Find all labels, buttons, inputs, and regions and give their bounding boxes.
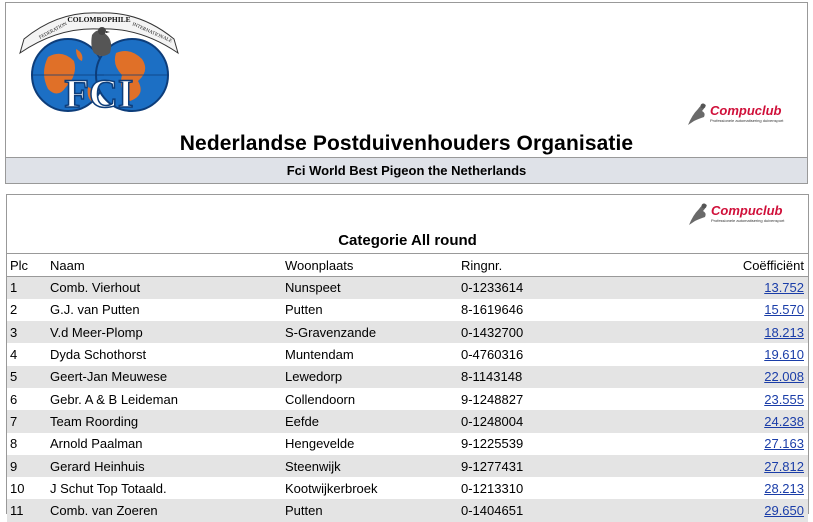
- cell-woonplaats: Muntendam: [282, 343, 458, 365]
- logo-text-top: COLOMBOPHILE: [67, 15, 131, 24]
- page-subtitle: Fci World Best Pigeon the Netherlands: [5, 158, 808, 184]
- cell-coefficient: [628, 388, 808, 410]
- cell-woonplaats: Collendoorn: [282, 388, 458, 410]
- coefficient-link[interactable]: 19.610: [764, 347, 804, 363]
- table-row: [7, 388, 808, 410]
- table-row: [7, 455, 808, 477]
- cell-ringnr: 0-1404651: [458, 499, 628, 521]
- column-header-plc: Plc: [7, 254, 47, 277]
- cell-coefficient: [628, 433, 808, 455]
- page-title: Nederlandse Postduivenhouders Organisatie: [179, 132, 634, 155]
- cell-coefficient: [628, 499, 808, 521]
- coefficient-link[interactable]: 28.213: [764, 480, 804, 496]
- cell-plc: 1: [7, 277, 47, 299]
- pigeon-icon: [685, 199, 709, 227]
- cell-plc: 7: [7, 410, 47, 432]
- coefficient-link[interactable]: 29.650: [764, 503, 804, 519]
- cell-ringnr: 8-1143148: [458, 366, 628, 388]
- cell-coefficient: [628, 299, 808, 321]
- pigeon-icon: [684, 99, 708, 127]
- cell-coefficient: [628, 477, 808, 499]
- cell-plc: 11: [7, 499, 47, 521]
- coefficient-link[interactable]: 18.213: [764, 324, 804, 340]
- cell-naam: G.J. van Putten: [47, 299, 282, 321]
- compuclub-tagline: Professionele automatisering duivensport: [711, 217, 785, 223]
- cell-plc: 2: [7, 299, 47, 321]
- table-row: [7, 499, 808, 521]
- compuclub-name: Compuclub: [711, 202, 783, 218]
- cell-woonplaats: Putten: [282, 299, 458, 321]
- table-row: [7, 321, 808, 343]
- logo-text-left: FEDERATION: [38, 21, 69, 41]
- cell-woonplaats: Kootwijkerbroek: [282, 477, 458, 499]
- cell-woonplaats: Steenwijk: [282, 455, 458, 477]
- coefficient-link[interactable]: 22.008: [764, 369, 804, 385]
- cell-naam: Comb. van Zoeren: [47, 499, 282, 521]
- compuclub-name: Compuclub: [710, 102, 782, 118]
- cell-naam: Geert-Jan Meuwese: [47, 366, 282, 388]
- cell-woonplaats: Hengevelde: [282, 433, 458, 455]
- compuclub-logo-results: [685, 199, 784, 227]
- compuclub-logo-header: [684, 99, 783, 127]
- coefficient-link[interactable]: 24.238: [764, 413, 804, 429]
- cell-plc: 8: [7, 433, 47, 455]
- cell-naam: Team Roording: [47, 410, 282, 432]
- cell-woonplaats: Eefde: [282, 410, 458, 432]
- compuclub-tagline: Professionele automatisering duivensport: [710, 117, 784, 123]
- cell-plc: 4: [7, 343, 47, 365]
- cell-naam: Arnold Paalman: [47, 433, 282, 455]
- coefficient-link[interactable]: 13.752: [764, 280, 804, 296]
- table-row: [7, 277, 808, 299]
- category-title: Categorie All round: [338, 232, 477, 249]
- column-header-naam: Naam: [47, 254, 282, 277]
- table-row: [7, 410, 808, 432]
- cell-ringnr: 0-1248004: [458, 410, 628, 432]
- table-row: [7, 477, 808, 499]
- cell-ringnr: 9-1277431: [458, 455, 628, 477]
- coefficient-link[interactable]: 15.570: [764, 302, 804, 318]
- cell-woonplaats: Nunspeet: [282, 277, 458, 299]
- cell-ringnr: 9-1225539: [458, 433, 628, 455]
- cell-ringnr: 0-1213310: [458, 477, 628, 499]
- cell-plc: 5: [7, 366, 47, 388]
- cell-naam: Gebr. A & B Leideman: [47, 388, 282, 410]
- cell-plc: 10: [7, 477, 47, 499]
- cell-coefficient: [628, 455, 808, 477]
- cell-ringnr: 0-1432700: [458, 321, 628, 343]
- results-body: [7, 277, 808, 522]
- cell-naam: Gerard Heinhuis: [47, 455, 282, 477]
- coefficient-link[interactable]: 23.555: [764, 391, 804, 407]
- column-header-woonplaats: Woonplaats: [282, 254, 458, 277]
- table-row: [7, 433, 808, 455]
- cell-ringnr: 8-1619646: [458, 299, 628, 321]
- cell-naam: J Schut Top Totaald.: [47, 477, 282, 499]
- table-header-row: [7, 254, 808, 277]
- cell-coefficient: [628, 343, 808, 365]
- cell-coefficient: [628, 366, 808, 388]
- cell-naam: Dyda Schothorst: [47, 343, 282, 365]
- cell-woonplaats: S-Gravenzande: [282, 321, 458, 343]
- cell-plc: 9: [7, 455, 47, 477]
- logo-monogram: FCI: [64, 71, 134, 116]
- results-table: [7, 253, 808, 522]
- coefficient-link[interactable]: 27.812: [764, 458, 804, 474]
- column-header-ringnr: Ringnr.: [458, 254, 628, 277]
- cell-naam: Comb. Vierhout: [47, 277, 282, 299]
- cell-ringnr: 0-1233614: [458, 277, 628, 299]
- cell-coefficient: [628, 277, 808, 299]
- fci-logo: [18, 9, 180, 119]
- cell-woonplaats: Putten: [282, 499, 458, 521]
- cell-coefficient: [628, 321, 808, 343]
- cell-coefficient: [628, 410, 808, 432]
- table-row: [7, 343, 808, 365]
- logo-text-right: INTERNATIONALE: [131, 22, 173, 45]
- coefficient-link[interactable]: 27.163: [764, 436, 804, 452]
- results-panel: [6, 194, 809, 519]
- cell-naam: V.d Meer-Plomp: [47, 321, 282, 343]
- cell-ringnr: 9-1248827: [458, 388, 628, 410]
- cell-woonplaats: Lewedorp: [282, 366, 458, 388]
- table-row: [7, 299, 808, 321]
- cell-ringnr: 0-4760316: [458, 343, 628, 365]
- cell-plc: 3: [7, 321, 47, 343]
- column-header-coefficient: Coëfficiënt: [628, 254, 808, 277]
- table-row: [7, 366, 808, 388]
- cell-plc: 6: [7, 388, 47, 410]
- header-panel: [5, 2, 808, 158]
